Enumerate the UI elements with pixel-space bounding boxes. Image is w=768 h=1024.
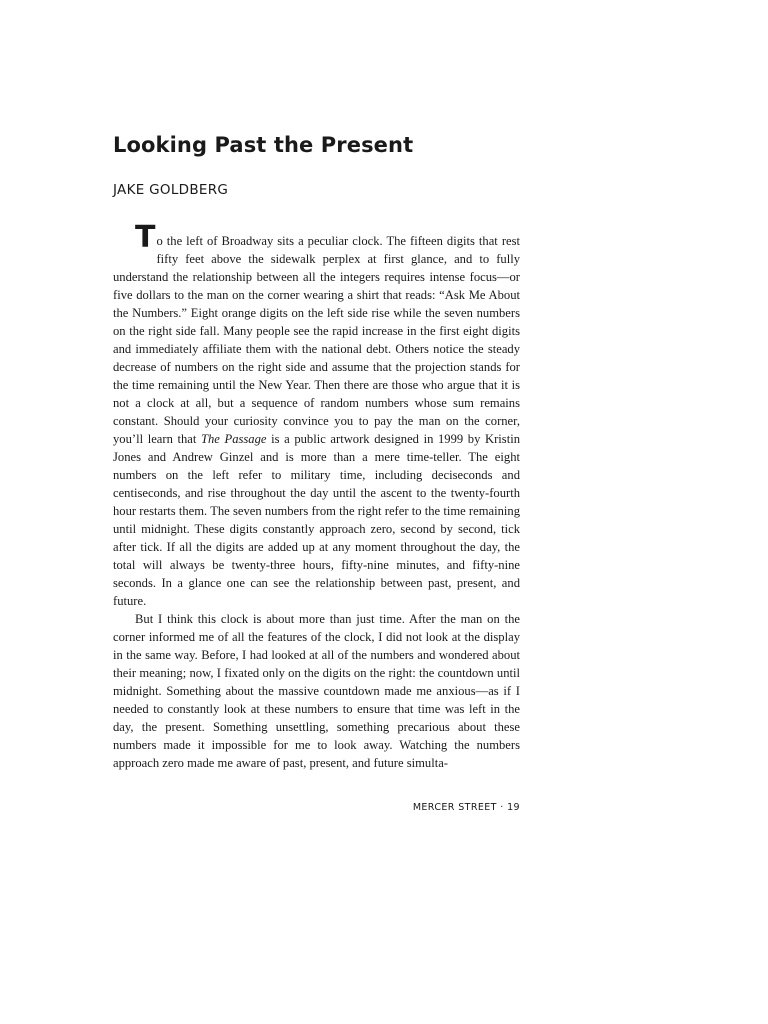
artwork-title: The Passage: [201, 432, 267, 446]
paragraph-1-text-a: o the left of Broadway sits a peculiar clock. The fifteen digits that rest fifty feet above the sidewalk perplex at first glance, and to fully understand the relationship between all the integers requires intense focus—or five dollars to the man on the corner wearing a shirt that reads: “Ask Me About the Numbers.” Eight orange digits on the left side rise while the seven numbers on the right side fall. Many people see the rapid increase in the first eight digits and immediately affiliate them with the national debt. Others notice the steady decrease of numbers on the right side and assume that the projection stands for the time remaining until the New Year. Then there are those who argue that it is not a clock at all, but a sequence of random numbers whose sum remains constant. Should your curiosity convince you to pay the man on the corner, you’ll learn that: [113, 234, 520, 446]
page-footer: MERCER STREET · 19: [412, 802, 520, 813]
paragraph-1-text-b: is a public artwork designed in 1999 by Kristin Jones and Andrew Ginzel and is more than a mere time-teller. The eight numbers on the left refer to military time, including deciseconds and centiseconds, and rise throughout the day until the ascent to the twenty-fourth hour restarts them. The seven numbers from the right refer to the time remaining until midnight. These digits constantly approach zero, second by second, tick after tick. If all the digits are added up at any moment throughout the day, the total will always be twenty-three hours, fifty-nine minutes, and fifty-nine seconds. In a glance one can see the relationship between past, present, and future.: [113, 432, 520, 608]
article-body: [113, 220, 520, 772]
paragraph-2: But I think this clock is about more than just time. After the man on the corner informed me of all the features of the clock, I did not look at the display in the same way. Before, I had looked at all of the numbers and wondered about their meaning; now, I fixated only on the digits on the right: the countdown until midnight. Something about the massive countdown made me anxious—as if I needed to constantly look at these numbers to ensure that time was left in the day, the present. Something unsettling, something precarious about these numbers made it impossible for me to look away. Watching the numbers approach zero made me aware of past, present, and future simulta-: [113, 612, 520, 770]
drop-cap: T: [135, 220, 156, 255]
paragraph-1: [113, 220, 520, 610]
article-title: Looking Past the Present: [113, 133, 414, 157]
article-author: JAKE GOLDBERG: [113, 182, 229, 198]
